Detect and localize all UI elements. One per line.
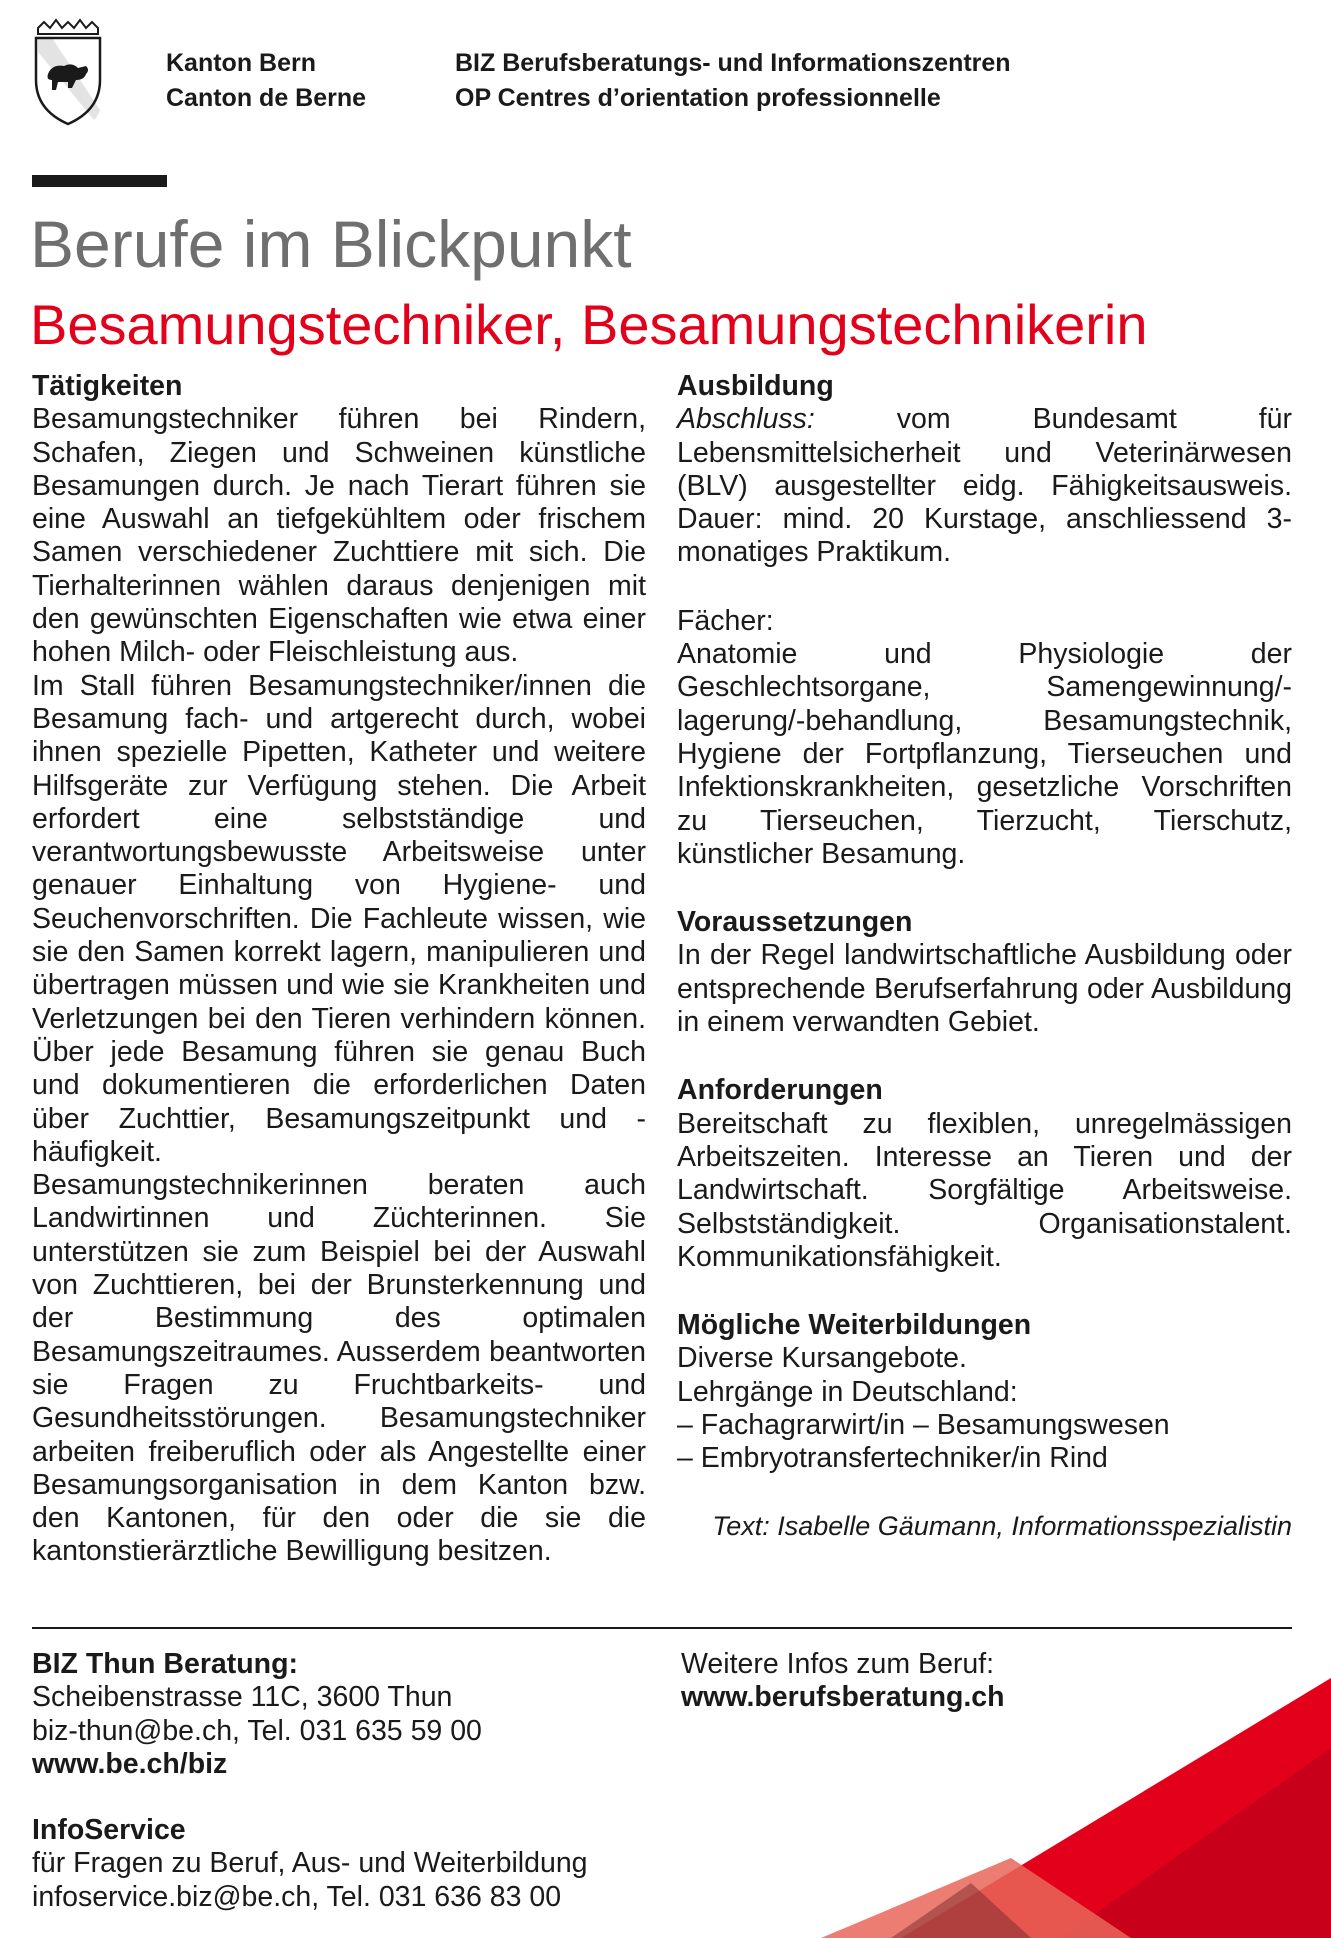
infoservice-text: für Fragen zu Beruf, Aus- und Weiterbildung xyxy=(32,1847,588,1880)
organisation-name xyxy=(455,46,1011,116)
more-info-label: Weitere Infos zum Beruf: xyxy=(681,1648,995,1680)
weiterbildungen-line: – Embryotransfertechniker/in Rind xyxy=(677,1442,1108,1475)
biz-email-phone[interactable]: biz-thun@be.ch, Tel. 031 635 59 00 xyxy=(32,1714,482,1747)
canton-name xyxy=(166,46,366,116)
voraussetzungen-heading: Voraussetzungen xyxy=(677,906,913,939)
author-credit: Text: Isabelle Gäumann, Informationsspezialistin xyxy=(712,1510,1292,1541)
taetigkeiten-paragraph-3: Besamungstechnikerinnen beraten auch Landwirtinnen und Züchterinnen. Sie unterstützen sie zum Beispiel bei der Auswahl von Zuchttieren, bei der Brunsterkennung und der Bestimmung des optimalen Besamungszeitraumes. Ausserdem beantworten sie Fragen zu Fruchtbarkeits- und Gesundheitsstörungen. Besamungstechniker arbeiten freiberuflich oder als Angestellte einer Besamungsorganisation in dem Kanton bzw. den Kantonen, für den oder die sie die kantonstierärztliche Bewilligung besitzen. xyxy=(32,1169,646,1568)
taetigkeiten-paragraph-2: Im Stall führen Besamungstechniker/innen die Besamung fach- und artgerecht durch, wobei ihnen spezielle Pipetten, Katheter und weitere Hilfsgeräte zur Verfügung stehen. Die Arbeit erfordert eine selbstständige und verantwortungsbewusste Arbeitsweise unter genauer Einhaltung von Hygiene- und Seuchenvorschriften. Die Fachleute wissen, wie sie den Samen korrekt lagern, manipulieren und übertragen müssen und wie sie Krankheiten und Verletzungen bei den Tieren verhindern können. Über jede Besamung führen sie genau Buch und dokumentieren die erforderlichen Daten über Zuchttier, Besamungszeitpunkt und -häufigkeit. xyxy=(32,669,646,1168)
ausbildung-heading: Ausbildung xyxy=(677,370,834,402)
footer-rule xyxy=(32,1627,1292,1629)
weiterbildungen-line: Lehrgänge in Deutschland: xyxy=(677,1375,1018,1408)
biz-address: Scheibenstrasse 11C, 3600 Thun xyxy=(32,1681,453,1714)
organisation-name-de: BIZ Berufsberatungs- und Informationszentren xyxy=(455,49,1011,77)
ausbildung-text xyxy=(677,403,1292,569)
series-title: Berufe im Blickpunkt xyxy=(30,207,632,281)
bern-bear-crest-icon xyxy=(32,18,104,128)
canton-name-de: Kanton Bern xyxy=(166,49,316,77)
left-column xyxy=(32,370,646,1569)
contact-block xyxy=(32,1648,588,1914)
profession-title: Besamungstechniker, Besamungstechnikerin xyxy=(30,293,1148,356)
abschluss-text: vom Bundesamt für Lebensmittelsicherheit und Veterinärwesen (BLV) ausgestellter eidg. Fähigkeitsausweis. Dauer: mind. 20 Kurstage, anschliessend 3-monatiges Praktikum. xyxy=(677,403,1292,569)
organisation-name-fr: OP Centres d’orientation professionnelle xyxy=(455,84,941,112)
biz-heading: BIZ Thun Beratung: xyxy=(32,1648,298,1680)
weiterbildungen-line: – Fachagrarwirt/in – Besamungswesen xyxy=(677,1409,1170,1442)
taetigkeiten-heading: Tätigkeiten xyxy=(32,370,183,402)
canton-name-fr: Canton de Berne xyxy=(166,84,367,112)
voraussetzungen-text: In der Regel landwirtschaftliche Ausbildung oder entsprechende Berufserfahrung oder Ausbildung in einem verwandten Gebiet. xyxy=(677,939,1292,1039)
decorative-red-shapes xyxy=(731,1638,1331,1938)
faecher-text: Anatomie und Physiologie der Geschlechtsorgane, Samengewinnung/-lagerung/-behandlung, Besamungstechnik, Hygiene der Fortpflanzung, Tierseuchen und Infektionskrankheiten, gesetzliche Vorschriften zu Tierseuchen, Tierzucht, Tierschutz, künstlicher Besamung. xyxy=(677,638,1292,870)
header-rule xyxy=(32,175,167,187)
abschluss-label: Abschluss: xyxy=(677,403,815,436)
biz-website-link[interactable]: www.be.ch/biz xyxy=(32,1747,228,1780)
berufsberatung-link[interactable]: www.berufsberatung.ch xyxy=(681,1681,1005,1714)
infoservice-heading: InfoService xyxy=(32,1814,186,1847)
faecher-label: Fächer: xyxy=(677,604,774,637)
taetigkeiten-paragraph-1: Besamungstechniker führen bei Rindern, Schafen, Ziegen und Schweinen künstliche Besamungen durch. Je nach Tierart führen sie eine Auswahl an tiefgekühltem oder frischem Samen verschiedener Zuchttiere mit sich. Die Tierhalterinnen wählen daraus denjenigen mit den gewünschten Eigenschaften wie etwa einer hohen Milch- oder Fleischleistung aus. xyxy=(32,403,646,669)
right-column xyxy=(677,370,1292,1543)
weiterbildungen-line: Diverse Kursangebote. xyxy=(677,1342,967,1375)
anforderungen-heading: Anforderungen xyxy=(677,1074,883,1107)
anforderungen-text: Bereitschaft zu flexiblen, unregelmässigen Arbeitszeiten. Interesse an Tieren und der Landwirtschaft. Sorgfältige Arbeitsweise. Selbstständigkeit. Organisationstalent. Kommunikationsfähigkeit. xyxy=(677,1107,1292,1273)
infoservice-contact[interactable]: infoservice.biz@be.ch, Tel. 031 636 83 00 xyxy=(32,1880,562,1913)
weiterbildungen-heading: Mögliche Weiterbildungen xyxy=(677,1309,1032,1342)
